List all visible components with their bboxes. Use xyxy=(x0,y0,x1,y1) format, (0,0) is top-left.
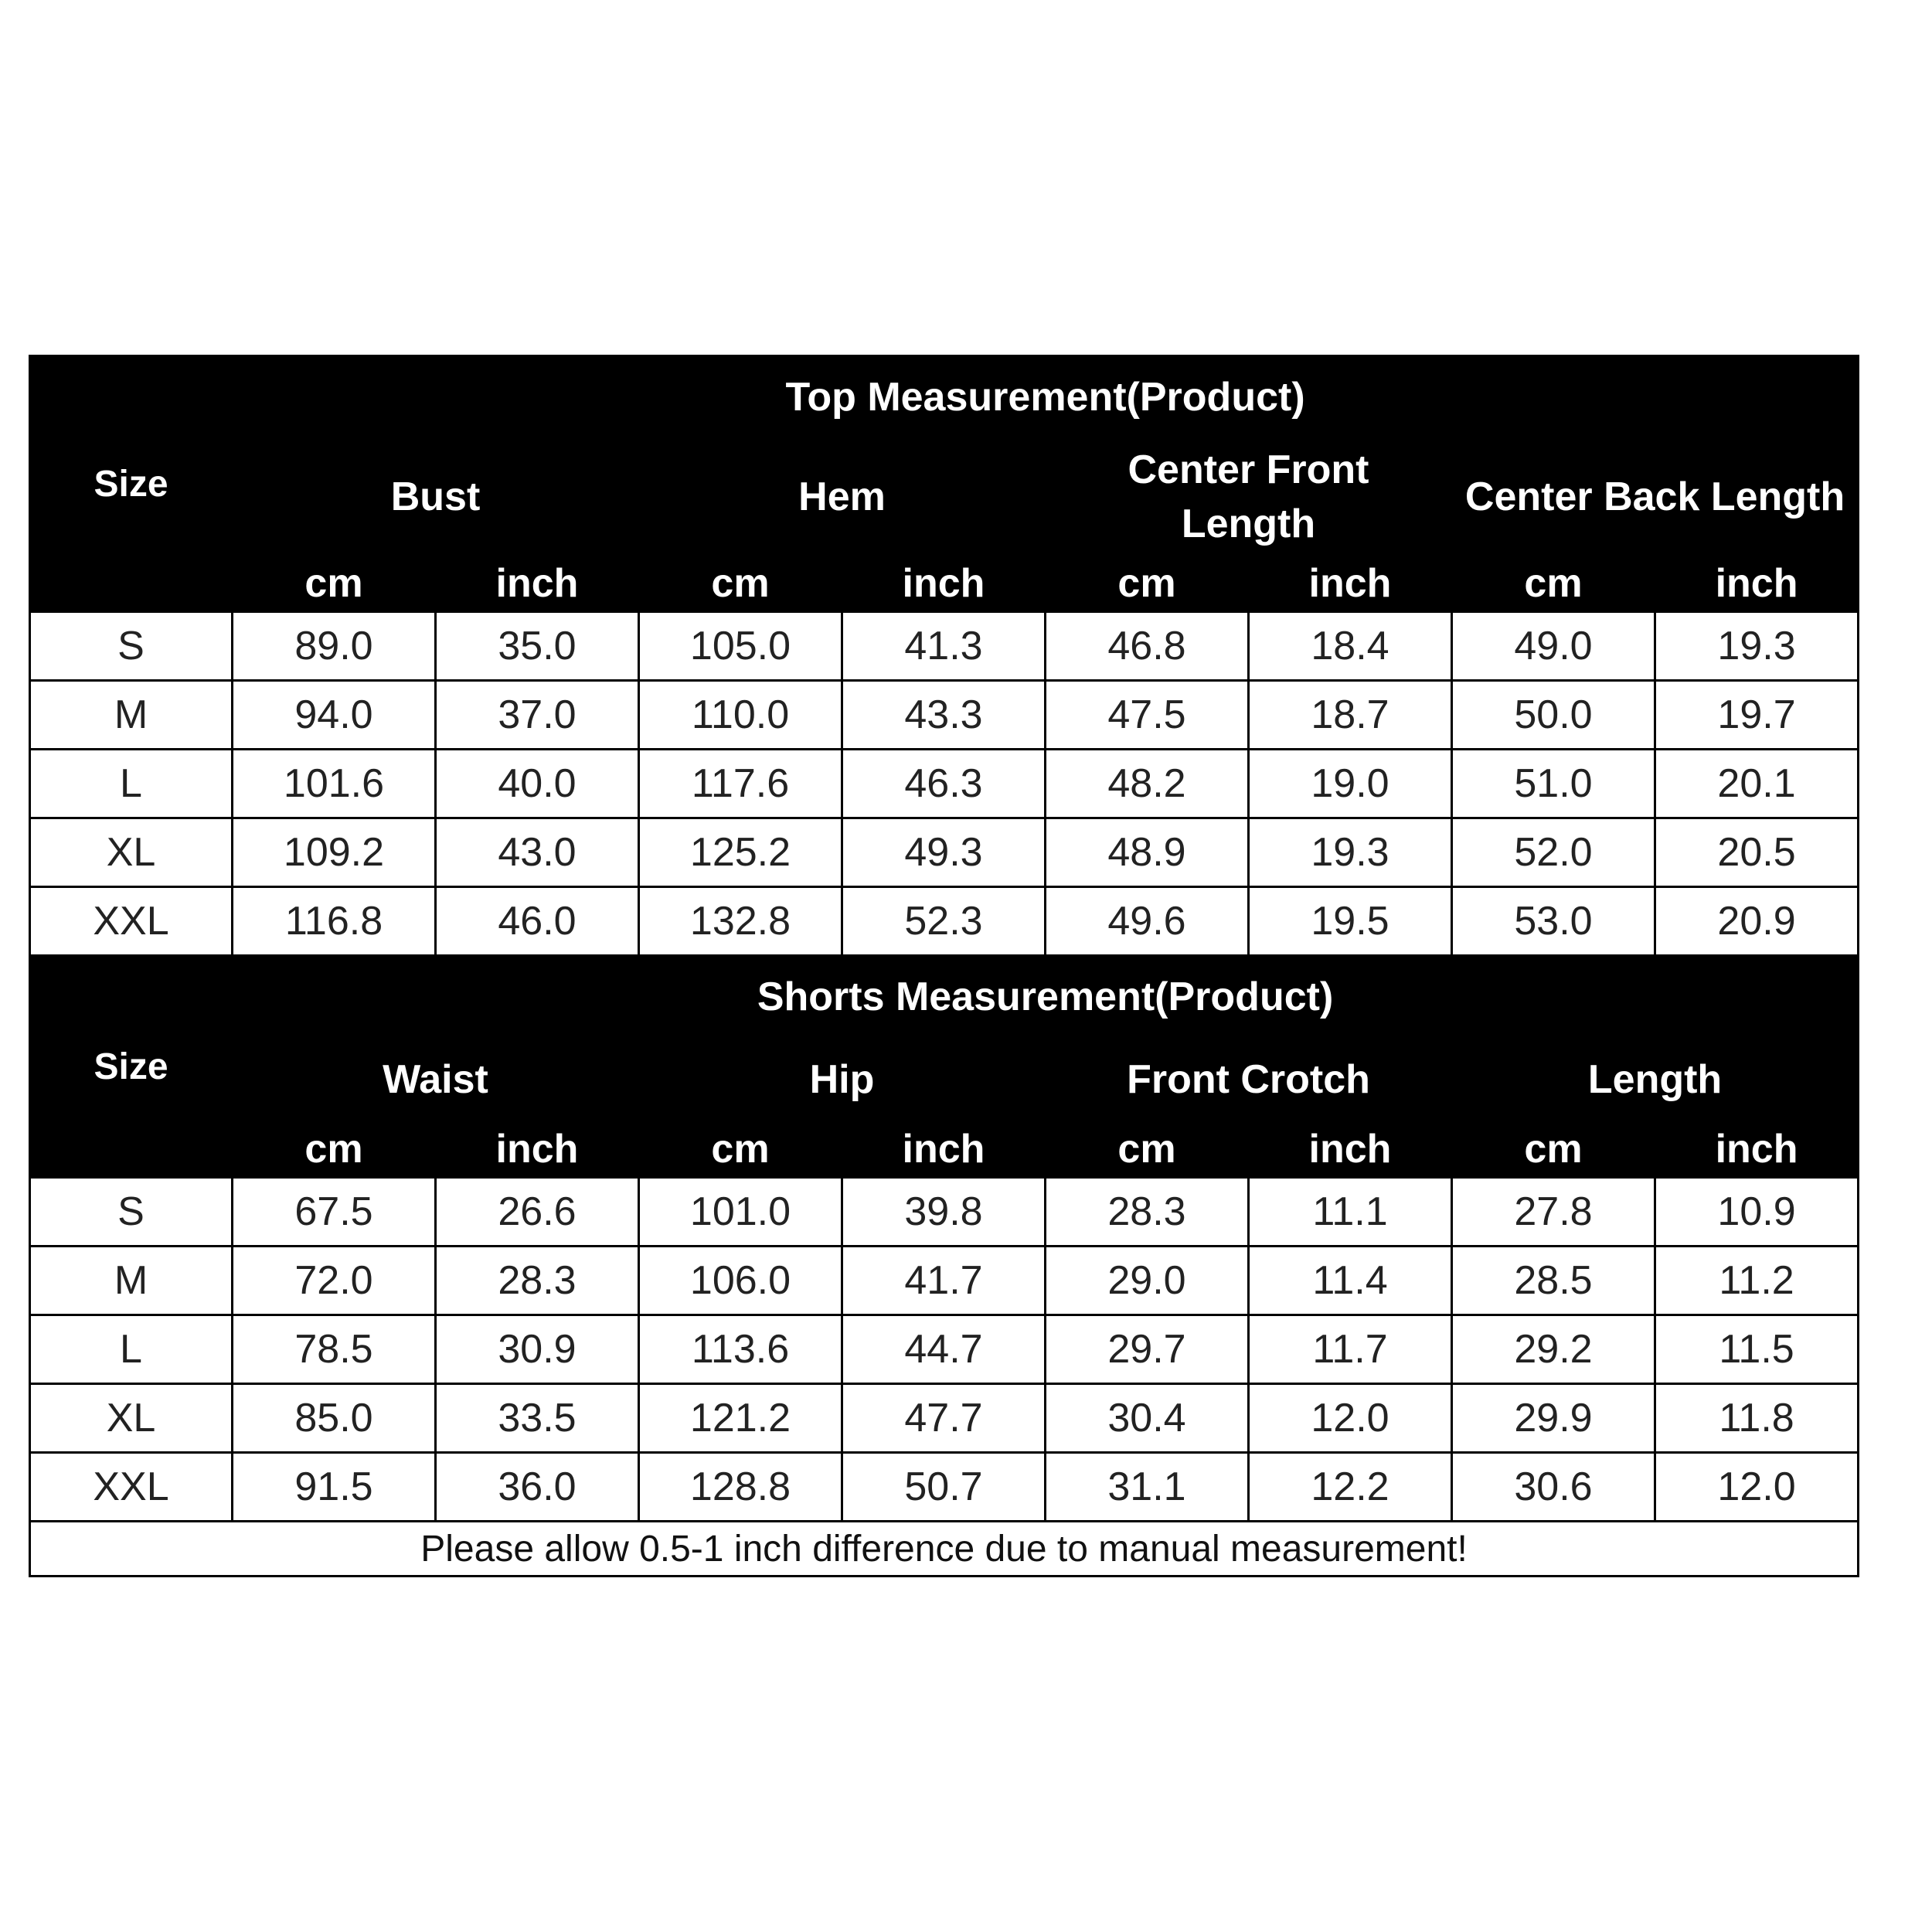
value-cell: 18.7 xyxy=(1249,681,1452,750)
value-cell: 78.5 xyxy=(233,1315,436,1384)
value-cell: 29.2 xyxy=(1452,1315,1655,1384)
value-cell: 19.3 xyxy=(1249,818,1452,887)
value-cell: 11.7 xyxy=(1249,1315,1452,1384)
shorts-group-header: Waist xyxy=(233,1039,639,1121)
value-cell: 19.5 xyxy=(1249,887,1452,956)
unit-header: cm xyxy=(1046,1121,1249,1178)
value-cell: 132.8 xyxy=(639,887,842,956)
value-cell: 85.0 xyxy=(233,1384,436,1453)
value-cell: 27.8 xyxy=(1452,1178,1655,1247)
value-cell: 52.3 xyxy=(842,887,1046,956)
size-cell: S xyxy=(30,612,233,681)
unit-header: inch xyxy=(1655,1121,1859,1178)
value-cell: 52.0 xyxy=(1452,818,1655,887)
shorts-title-row xyxy=(30,956,1859,1039)
value-cell: 11.8 xyxy=(1655,1384,1859,1453)
value-cell: 26.6 xyxy=(436,1178,639,1247)
unit-header: inch xyxy=(436,1121,639,1178)
table-row xyxy=(30,1315,1859,1384)
value-cell: 35.0 xyxy=(436,612,639,681)
value-cell: 29.7 xyxy=(1046,1315,1249,1384)
unit-header: cm xyxy=(1452,556,1655,612)
value-cell: 121.2 xyxy=(639,1384,842,1453)
size-cell: XXL xyxy=(30,1453,233,1522)
unit-header: cm xyxy=(1452,1121,1655,1178)
size-cell: L xyxy=(30,1315,233,1384)
top-group-header: Bust xyxy=(233,439,639,556)
value-cell: 12.0 xyxy=(1249,1384,1452,1453)
value-cell: 40.0 xyxy=(436,750,639,818)
shorts-group-header: Hip xyxy=(639,1039,1046,1121)
top-table-title: Top Measurement(Product) xyxy=(233,356,1859,439)
value-cell: 128.8 xyxy=(639,1453,842,1522)
table-row xyxy=(30,818,1859,887)
unit-header: cm xyxy=(639,1121,842,1178)
unit-header: cm xyxy=(233,1121,436,1178)
value-cell: 20.5 xyxy=(1655,818,1859,887)
top-unit-row xyxy=(30,556,1859,612)
value-cell: 106.0 xyxy=(639,1247,842,1315)
table-row xyxy=(30,750,1859,818)
value-cell: 51.0 xyxy=(1452,750,1655,818)
unit-header: cm xyxy=(1046,556,1249,612)
size-chart-table xyxy=(29,355,1859,1577)
value-cell: 43.0 xyxy=(436,818,639,887)
value-cell: 116.8 xyxy=(233,887,436,956)
shorts-unit-row xyxy=(30,1121,1859,1178)
value-cell: 29.0 xyxy=(1046,1247,1249,1315)
value-cell: 46.8 xyxy=(1046,612,1249,681)
value-cell: 37.0 xyxy=(436,681,639,750)
value-cell: 39.8 xyxy=(842,1178,1046,1247)
value-cell: 91.5 xyxy=(233,1453,436,1522)
unit-header: inch xyxy=(436,556,639,612)
note-row xyxy=(30,1522,1859,1577)
value-cell: 28.3 xyxy=(1046,1178,1249,1247)
value-cell: 49.6 xyxy=(1046,887,1249,956)
value-cell: 48.9 xyxy=(1046,818,1249,887)
value-cell: 31.1 xyxy=(1046,1453,1249,1522)
value-cell: 94.0 xyxy=(233,681,436,750)
unit-header: inch xyxy=(1249,556,1452,612)
shorts-table-title: Shorts Measurement(Product) xyxy=(233,956,1859,1039)
value-cell: 44.7 xyxy=(842,1315,1046,1384)
table-row xyxy=(30,612,1859,681)
value-cell: 89.0 xyxy=(233,612,436,681)
value-cell: 30.4 xyxy=(1046,1384,1249,1453)
value-cell: 48.2 xyxy=(1046,750,1249,818)
value-cell: 41.7 xyxy=(842,1247,1046,1315)
shorts-size-header: Size xyxy=(30,956,233,1178)
size-cell: L xyxy=(30,750,233,818)
value-cell: 19.7 xyxy=(1655,681,1859,750)
value-cell: 28.5 xyxy=(1452,1247,1655,1315)
unit-header: cm xyxy=(639,556,842,612)
value-cell: 10.9 xyxy=(1655,1178,1859,1247)
top-title-row xyxy=(30,356,1859,439)
top-group-row xyxy=(30,439,1859,556)
value-cell: 30.9 xyxy=(436,1315,639,1384)
value-cell: 20.9 xyxy=(1655,887,1859,956)
value-cell: 41.3 xyxy=(842,612,1046,681)
unit-header: inch xyxy=(1655,556,1859,612)
size-cell: M xyxy=(30,681,233,750)
value-cell: 49.0 xyxy=(1452,612,1655,681)
value-cell: 125.2 xyxy=(639,818,842,887)
shorts-group-header: Front Crotch xyxy=(1046,1039,1452,1121)
value-cell: 11.5 xyxy=(1655,1315,1859,1384)
value-cell: 19.3 xyxy=(1655,612,1859,681)
value-cell: 101.6 xyxy=(233,750,436,818)
size-cell: XL xyxy=(30,1384,233,1453)
value-cell: 113.6 xyxy=(639,1315,842,1384)
size-cell: XXL xyxy=(30,887,233,956)
value-cell: 105.0 xyxy=(639,612,842,681)
size-cell: XL xyxy=(30,818,233,887)
value-cell: 12.2 xyxy=(1249,1453,1452,1522)
table-row xyxy=(30,681,1859,750)
value-cell: 12.0 xyxy=(1655,1453,1859,1522)
value-cell: 50.7 xyxy=(842,1453,1046,1522)
table-row xyxy=(30,1178,1859,1247)
top-group-header: Hem xyxy=(639,439,1046,556)
top-group-header: Center Back Length xyxy=(1452,439,1859,556)
value-cell: 110.0 xyxy=(639,681,842,750)
value-cell: 43.3 xyxy=(842,681,1046,750)
value-cell: 30.6 xyxy=(1452,1453,1655,1522)
value-cell: 18.4 xyxy=(1249,612,1452,681)
value-cell: 33.5 xyxy=(436,1384,639,1453)
top-size-header: Size xyxy=(30,356,233,612)
shorts-group-header: Length xyxy=(1452,1039,1859,1121)
value-cell: 46.0 xyxy=(436,887,639,956)
value-cell: 20.1 xyxy=(1655,750,1859,818)
value-cell: 67.5 xyxy=(233,1178,436,1247)
value-cell: 47.7 xyxy=(842,1384,1046,1453)
value-cell: 11.1 xyxy=(1249,1178,1452,1247)
table-row xyxy=(30,887,1859,956)
value-cell: 28.3 xyxy=(436,1247,639,1315)
table-row xyxy=(30,1247,1859,1315)
value-cell: 49.3 xyxy=(842,818,1046,887)
value-cell: 50.0 xyxy=(1452,681,1655,750)
shorts-group-row xyxy=(30,1039,1859,1121)
table-row xyxy=(30,1384,1859,1453)
top-group-header: Center Front Length xyxy=(1046,439,1452,556)
size-cell: M xyxy=(30,1247,233,1315)
value-cell: 117.6 xyxy=(639,750,842,818)
size-cell: S xyxy=(30,1178,233,1247)
value-cell: 19.0 xyxy=(1249,750,1452,818)
unit-header: inch xyxy=(842,556,1046,612)
measurement-note: Please allow 0.5-1 inch difference due to manual measurement! xyxy=(30,1522,1859,1577)
unit-header: inch xyxy=(842,1121,1046,1178)
value-cell: 46.3 xyxy=(842,750,1046,818)
unit-header: inch xyxy=(1249,1121,1452,1178)
unit-header: cm xyxy=(233,556,436,612)
value-cell: 36.0 xyxy=(436,1453,639,1522)
value-cell: 29.9 xyxy=(1452,1384,1655,1453)
value-cell: 11.4 xyxy=(1249,1247,1452,1315)
value-cell: 101.0 xyxy=(639,1178,842,1247)
table-row xyxy=(30,1453,1859,1522)
value-cell: 11.2 xyxy=(1655,1247,1859,1315)
value-cell: 72.0 xyxy=(233,1247,436,1315)
size-chart xyxy=(29,355,1857,1577)
value-cell: 109.2 xyxy=(233,818,436,887)
value-cell: 53.0 xyxy=(1452,887,1655,956)
value-cell: 47.5 xyxy=(1046,681,1249,750)
